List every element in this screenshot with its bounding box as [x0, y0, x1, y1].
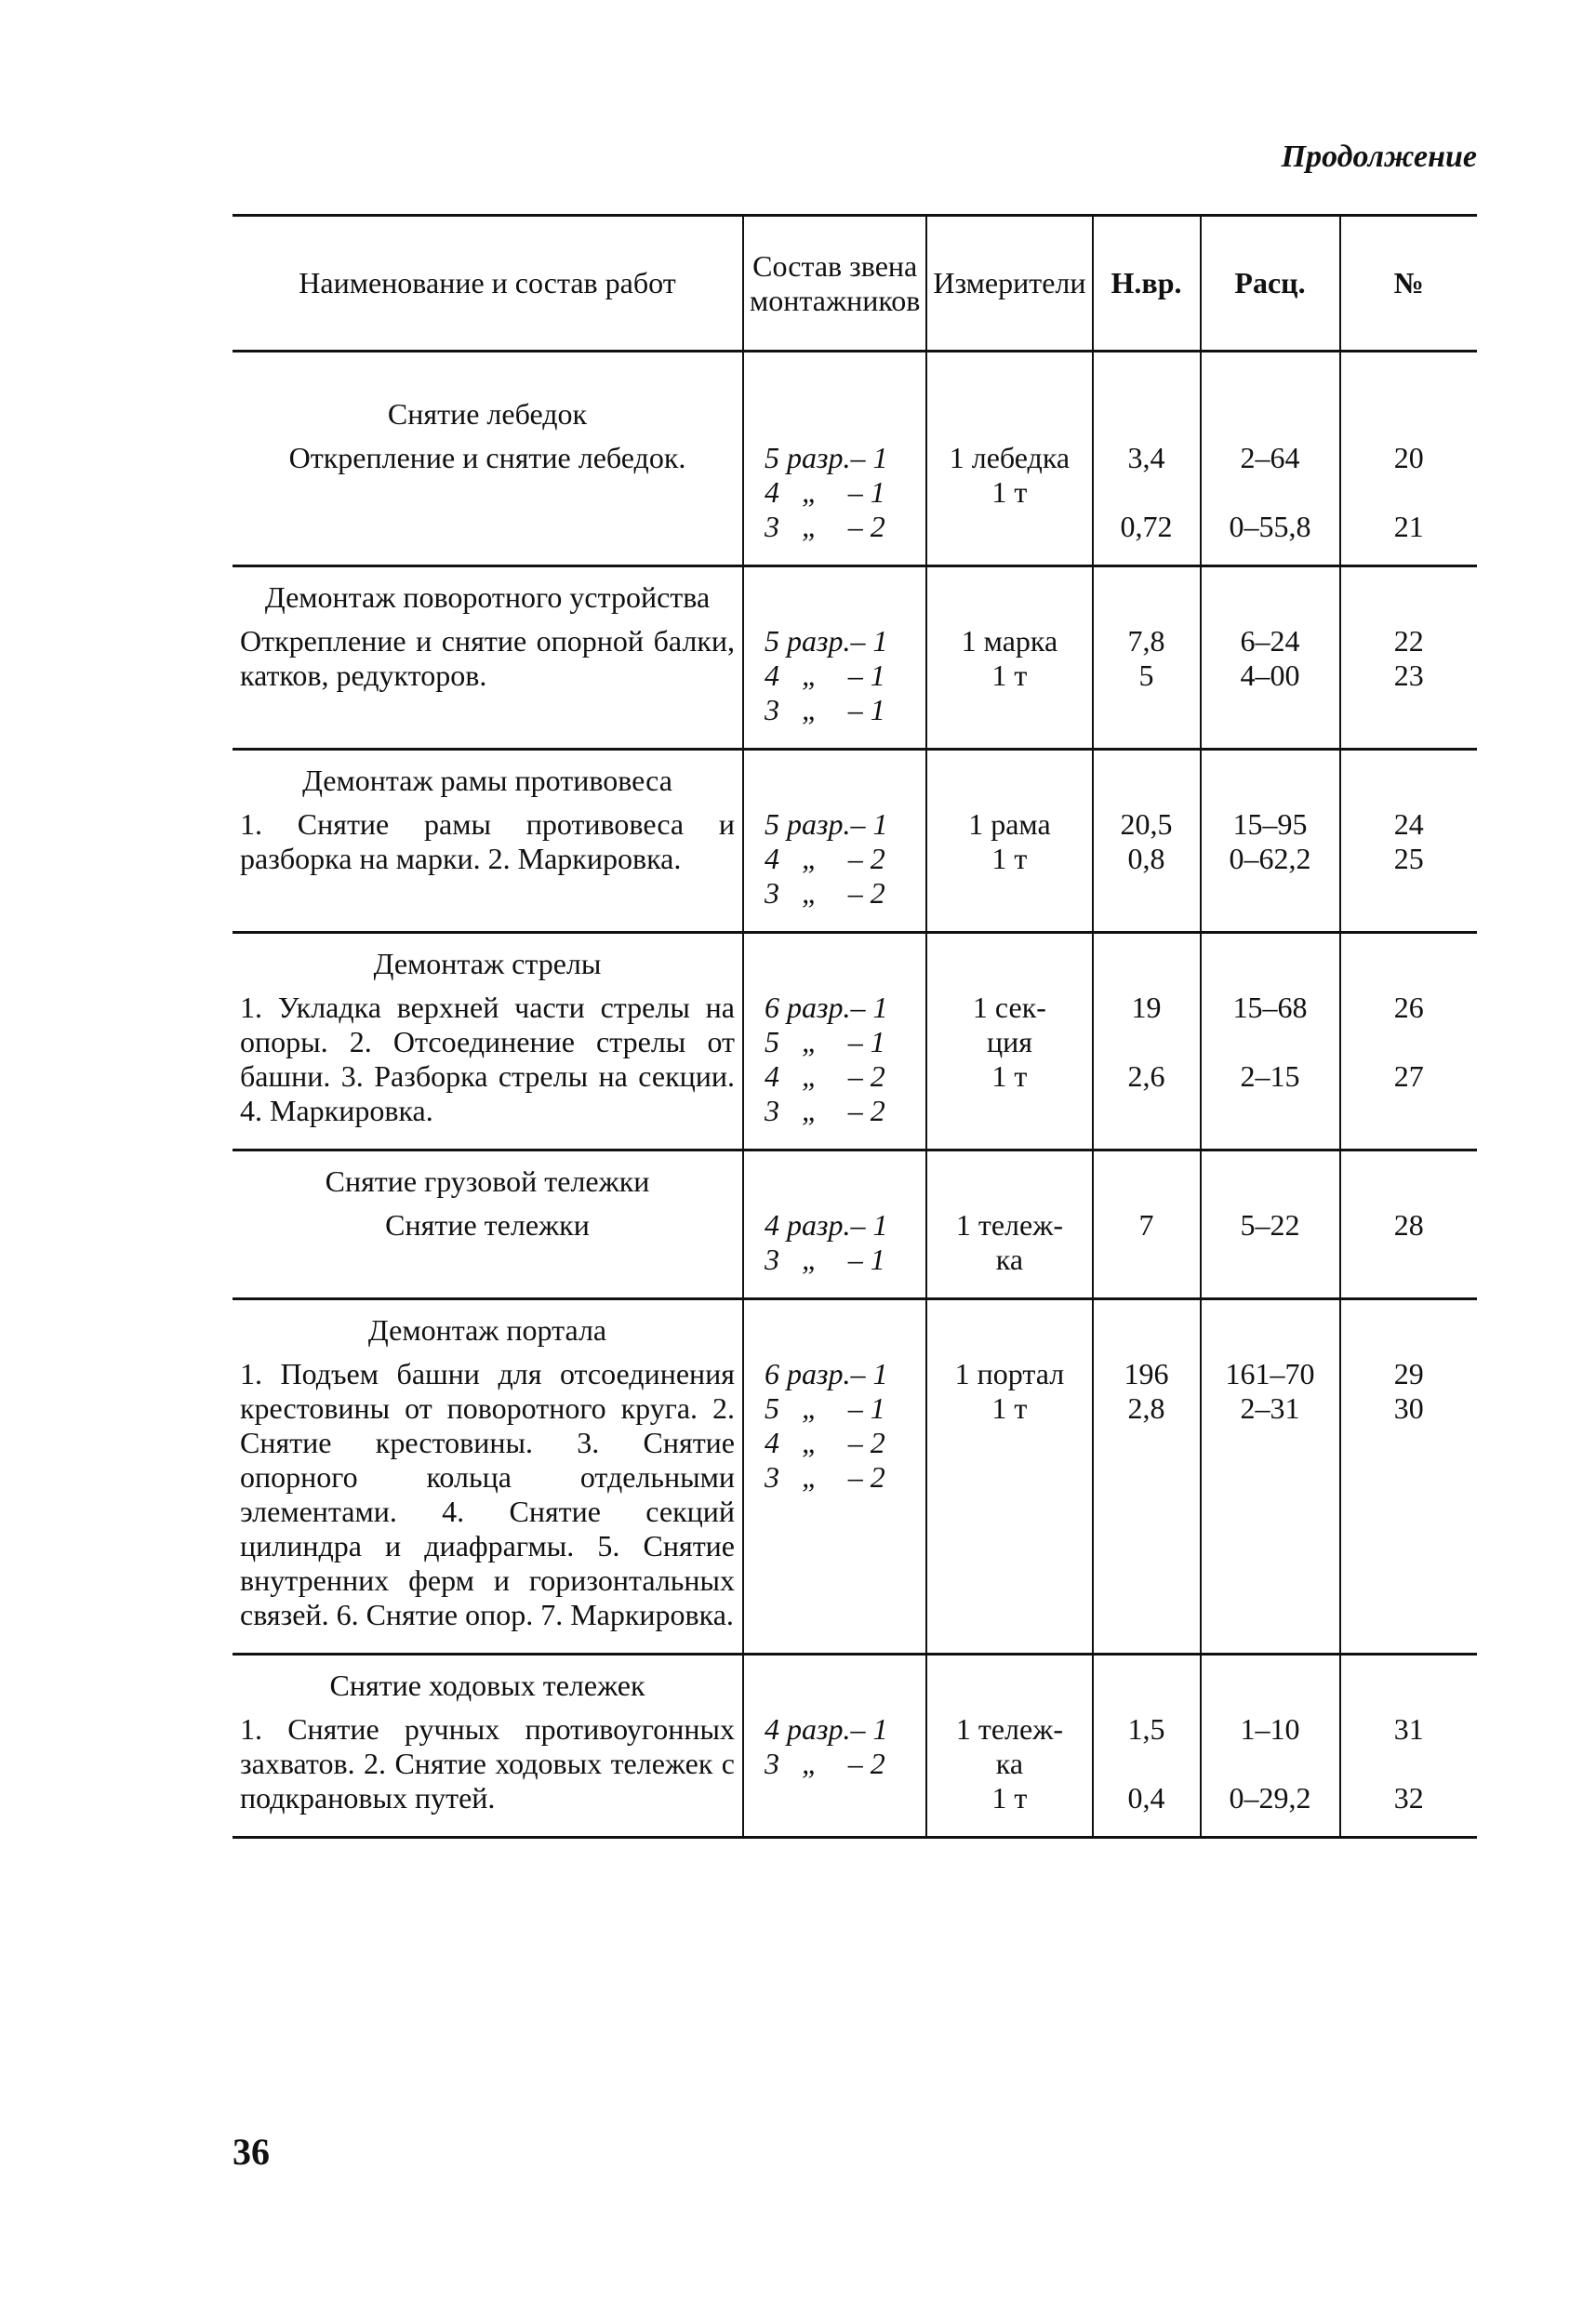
crew-composition: 6 разр.– 1 5 „ – 1 4 „ – 2 3 „ – 2: [743, 991, 926, 1128]
section-title-filler: [1340, 1655, 1478, 1713]
measure-unit: 1 тележ- ка: [926, 1208, 1092, 1277]
table-row: [233, 1712, 1477, 1815]
measure-unit: 1 рама 1 т: [926, 807, 1092, 911]
section-title-filler: [926, 1655, 1092, 1713]
measure-unit: 1 лебедка 1 т: [926, 441, 1092, 544]
section-title-filler: [1340, 1299, 1478, 1358]
table-bottom-rule: [233, 1838, 1477, 1840]
section-title-filler: [1201, 750, 1340, 808]
rate-value: 6–24 4–00: [1201, 624, 1340, 727]
crew-composition: 4 разр.– 1 3 „ – 1: [743, 1208, 926, 1277]
section-title-filler: [1093, 352, 1201, 442]
section-header-row: [233, 1150, 1477, 1209]
row-number: 20 21: [1340, 441, 1478, 544]
work-description: 1. Снятие ручных противоугонных захватов. 2. Снятие ходовых тележек с подкрановых путей.: [240, 1712, 735, 1815]
crew-composition: 5 разр.– 1 4 „ – 1 3 „ – 2: [743, 441, 926, 544]
section-title-filler: [1201, 1655, 1340, 1713]
row-number: 31 32: [1340, 1712, 1478, 1815]
section-title-filler: [1340, 933, 1478, 991]
table-row: [233, 1357, 1477, 1632]
measure-unit: 1 тележ- ка 1 т: [926, 1712, 1092, 1815]
row-number: 29 30: [1340, 1357, 1478, 1632]
section-spacer: [233, 1277, 1477, 1299]
row-number: 28: [1340, 1208, 1478, 1277]
section-spacer: [233, 727, 1477, 750]
time-norm: 19 2,6: [1093, 991, 1201, 1128]
section-title-filler: [743, 352, 926, 442]
section-title-filler: [1340, 566, 1478, 625]
section-header-row: [233, 566, 1477, 625]
section-spacer: [233, 911, 1477, 933]
measure-unit: 1 марка 1 т: [926, 624, 1092, 727]
rate-value: 5–22: [1201, 1208, 1340, 1277]
section-title-filler: [1093, 1299, 1201, 1358]
table-row: [233, 441, 1477, 544]
section-spacer: [233, 1632, 1477, 1655]
column-header-number: №: [1340, 216, 1478, 352]
section-header-row: [233, 933, 1477, 991]
time-norm: 7: [1093, 1208, 1201, 1277]
work-description: 1. Снятие рамы противовеса и разборка на марки. 2. Маркировка.: [240, 807, 735, 875]
work-description: Открепление и снятие лебедок.: [288, 441, 686, 474]
section-title-filler: [1201, 1299, 1340, 1358]
section-title-filler: [743, 750, 926, 808]
rate-value: 15–95 0–62,2: [1201, 807, 1340, 911]
rate-value: 1–10 0–29,2: [1201, 1712, 1340, 1815]
work-description: 1. Подъем башни для отсоединения крестовины от поворотного круга. 2. Снятие крестовины. 3. Снятие опорного кольца отдельными элементами. 4. Снятие секций цилиндра и диафрагмы. 5. Снятие внутренних ферм и горизонтальных связей. 6. Снятие опор. 7. Маркировка.: [240, 1357, 735, 1631]
column-header-work: Наименование и состав работ: [233, 216, 743, 352]
section-header-row: [233, 1299, 1477, 1358]
section-title-filler: [1093, 566, 1201, 625]
crew-composition: 5 разр.– 1 4 „ – 2 3 „ – 2: [743, 807, 926, 911]
section-title-filler: [743, 933, 926, 991]
rate-value: 161–70 2–31: [1201, 1357, 1340, 1632]
section-title: Демонтаж портала: [233, 1299, 743, 1358]
section-title-filler: [1201, 566, 1340, 625]
crew-composition: 5 разр.– 1 4 „ – 1 3 „ – 1: [743, 624, 926, 727]
section-title-filler: [1340, 1150, 1478, 1209]
measure-unit: 1 сек- ция 1 т: [926, 991, 1092, 1128]
work-norms-table: [233, 214, 1477, 1839]
table-header-row: [233, 216, 1477, 352]
table-row: [233, 1208, 1477, 1277]
section-header-row: [233, 352, 1477, 442]
section-spacer: [233, 544, 1477, 566]
row-number: 26 27: [1340, 991, 1478, 1128]
section-title: Демонтаж рамы противовеса: [233, 750, 743, 808]
column-header-crew: Состав звена монтажников: [743, 216, 926, 352]
continuation-label: Продолжение: [1281, 140, 1477, 174]
section-title: Снятие грузовой тележки: [233, 1150, 743, 1209]
section-title: Снятие лебедок: [387, 397, 588, 431]
time-norm: 20,5 0,8: [1093, 807, 1201, 911]
section-title-filler: [1201, 933, 1340, 991]
section-spacer: [233, 1815, 1477, 1838]
section-title-filler: [926, 1299, 1092, 1358]
column-header-norm: Н.вр.: [1093, 216, 1201, 352]
section-title-filler: [1201, 1150, 1340, 1209]
crew-composition: 4 разр.– 1 3 „ – 2: [743, 1712, 926, 1815]
section-title-filler: [743, 566, 926, 625]
section-header-row: [233, 1655, 1477, 1713]
section-header-row: [233, 750, 1477, 808]
section-title-filler: [1201, 352, 1340, 442]
column-header-rate: Расц.: [1201, 216, 1340, 352]
table-body: [233, 352, 1477, 1840]
table-row: [233, 807, 1477, 911]
work-description: 1. Укладка верхней части стрелы на опоры. 2. Отсоединение стрелы от башни. 3. Разборка стрелы на секции. 4. Маркировка.: [240, 991, 735, 1127]
crew-composition: 6 разр.– 1 5 „ – 1 4 „ – 2 3 „ – 2: [743, 1357, 926, 1632]
time-norm: 7,8 5: [1093, 624, 1201, 727]
table-row: [233, 991, 1477, 1128]
rate-value: 2–64 0–55,8: [1201, 441, 1340, 544]
section-title-filler: [743, 1150, 926, 1209]
section-title-filler: [743, 1655, 926, 1713]
row-number: 24 25: [1340, 807, 1478, 911]
section-spacer: [233, 1128, 1477, 1150]
section-title-filler: [1093, 1655, 1201, 1713]
section-title-filler: [926, 1150, 1092, 1209]
column-header-measure: Измерители: [926, 216, 1092, 352]
section-title-filler: [743, 1299, 926, 1358]
work-description: Открепление и снятие опорной балки, катков, редукторов.: [240, 624, 735, 692]
section-title-filler: [926, 566, 1092, 625]
section-title-filler: [1093, 933, 1201, 991]
section-title-filler: [1340, 352, 1478, 442]
section-title-filler: [1093, 1150, 1201, 1209]
time-norm: 1,5 0,4: [1093, 1712, 1201, 1815]
section-title-filler: [926, 352, 1092, 442]
page-number: 36: [233, 2131, 270, 2173]
section-title-filler: [926, 933, 1092, 991]
section-title: Снятие ходовых тележек: [233, 1655, 743, 1713]
table-row: [233, 624, 1477, 727]
work-description: Снятие тележки: [385, 1208, 590, 1242]
section-title-filler: [1340, 750, 1478, 808]
section-title: Демонтаж стрелы: [233, 933, 743, 991]
section-title: Демонтаж поворотного устройства: [233, 566, 743, 625]
time-norm: 3,4 0,72: [1093, 441, 1201, 544]
section-title-filler: [1093, 750, 1201, 808]
section-title-filler: [926, 750, 1092, 808]
row-number: 22 23: [1340, 624, 1478, 727]
time-norm: 196 2,8: [1093, 1357, 1201, 1632]
rate-value: 15–68 2–15: [1201, 991, 1340, 1128]
measure-unit: 1 портал 1 т: [926, 1357, 1092, 1632]
